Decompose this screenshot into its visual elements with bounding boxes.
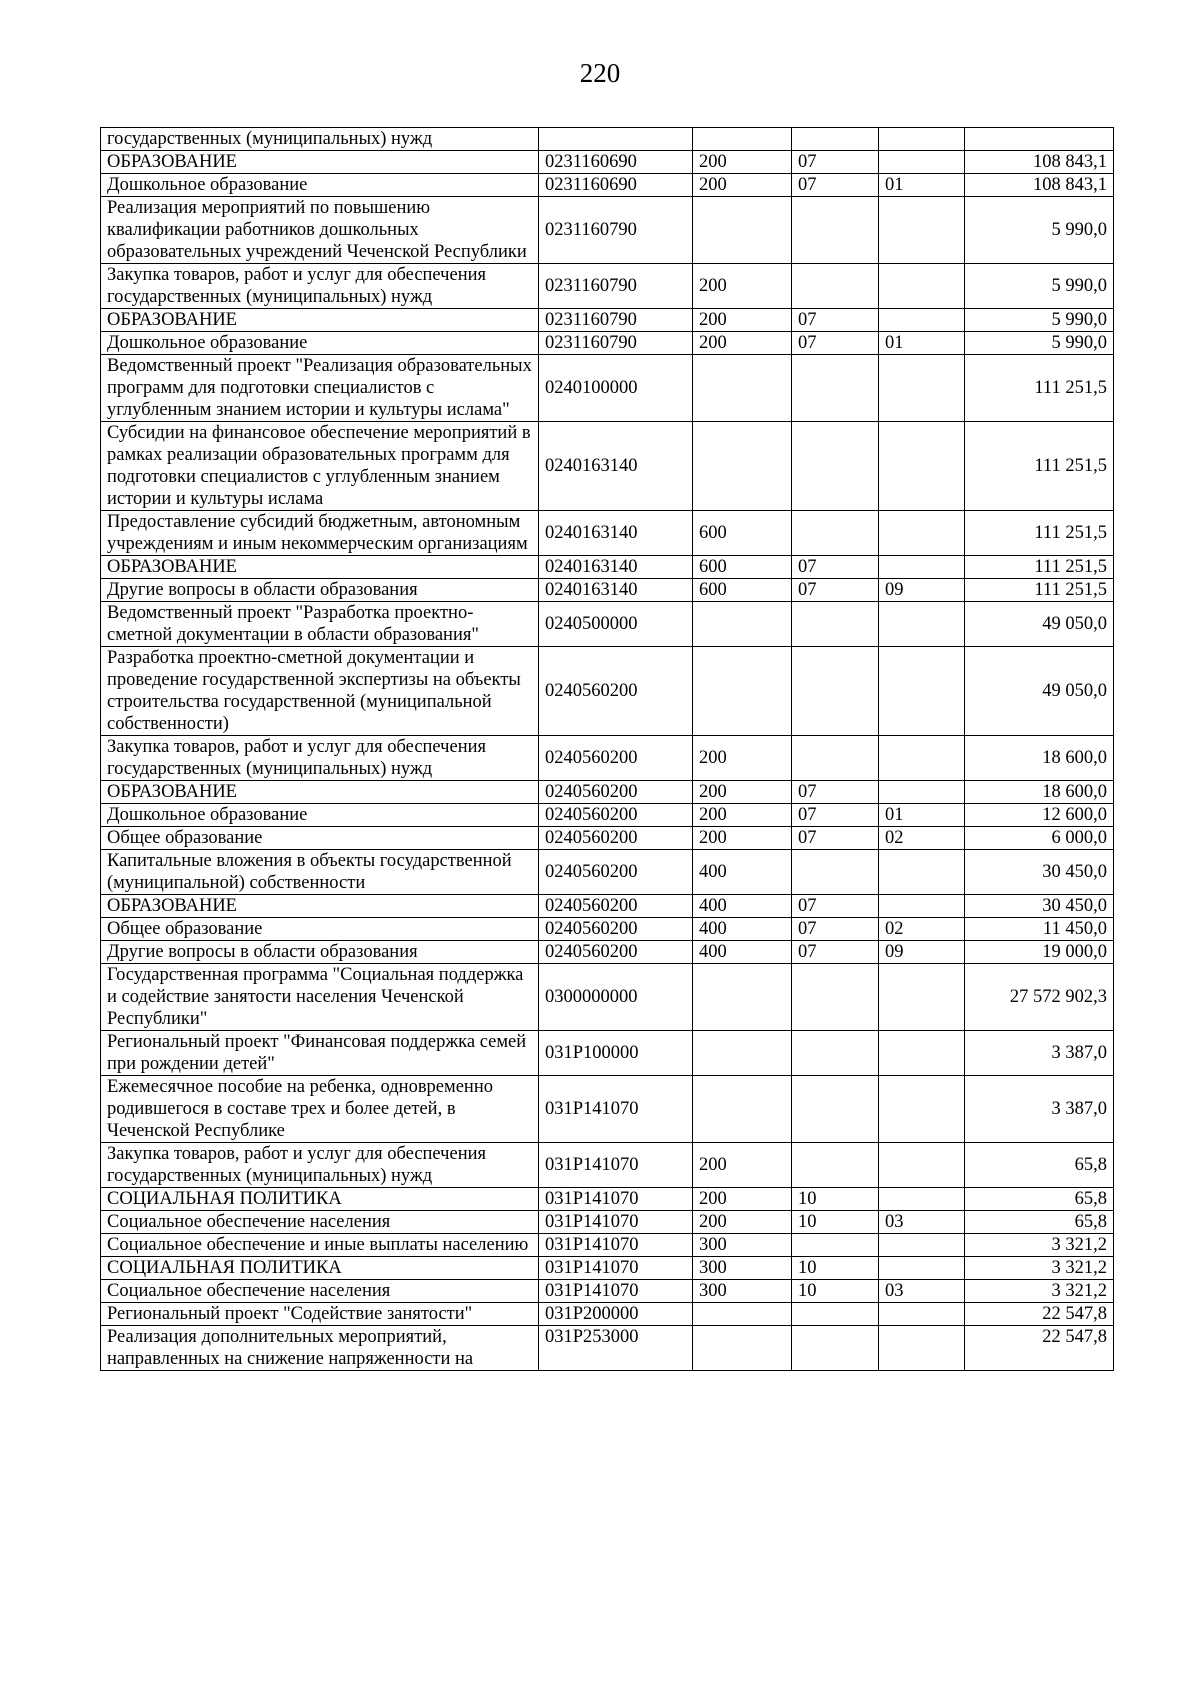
row-name-cell: Дошкольное образование bbox=[101, 174, 539, 197]
row-section-cell: 07 bbox=[792, 579, 879, 602]
row-expense-type-cell bbox=[693, 128, 792, 151]
row-subsection-cell bbox=[879, 556, 965, 579]
row-code-cell: 0240560200 bbox=[539, 827, 693, 850]
row-section-cell bbox=[792, 1076, 879, 1143]
row-name-cell: Закупка товаров, работ и услуг для обеспечения государственных (муниципальных) нужд bbox=[101, 736, 539, 781]
row-subsection-cell bbox=[879, 511, 965, 556]
row-expense-type-cell: 200 bbox=[693, 151, 792, 174]
table-row bbox=[101, 355, 1114, 422]
table-row bbox=[101, 197, 1114, 264]
row-subsection-cell: 01 bbox=[879, 174, 965, 197]
row-expense-type-cell: 600 bbox=[693, 556, 792, 579]
row-expense-type-cell: 300 bbox=[693, 1234, 792, 1257]
row-name-cell: Закупка товаров, работ и услуг для обеспечения государственных (муниципальных) нужд bbox=[101, 1143, 539, 1188]
row-amount-cell: 108 843,1 bbox=[965, 174, 1114, 197]
row-subsection-cell bbox=[879, 1257, 965, 1280]
row-section-cell bbox=[792, 264, 879, 309]
row-amount-cell: 65,8 bbox=[965, 1188, 1114, 1211]
row-expense-type-cell bbox=[693, 964, 792, 1031]
row-code-cell: 0231160790 bbox=[539, 309, 693, 332]
table-row bbox=[101, 804, 1114, 827]
row-subsection-cell bbox=[879, 895, 965, 918]
row-section-cell: 07 bbox=[792, 941, 879, 964]
row-subsection-cell bbox=[879, 781, 965, 804]
row-code-cell: 0240163140 bbox=[539, 556, 693, 579]
row-section-cell bbox=[792, 511, 879, 556]
row-subsection-cell bbox=[879, 736, 965, 781]
row-section-cell: 10 bbox=[792, 1211, 879, 1234]
row-amount-cell: 30 450,0 bbox=[965, 850, 1114, 895]
row-code-cell bbox=[539, 128, 693, 151]
row-name-cell: Общее образование bbox=[101, 827, 539, 850]
row-expense-type-cell: 400 bbox=[693, 850, 792, 895]
row-code-cell: 031P141070 bbox=[539, 1143, 693, 1188]
row-amount-cell: 65,8 bbox=[965, 1211, 1114, 1234]
table-row bbox=[101, 941, 1114, 964]
row-expense-type-cell bbox=[693, 602, 792, 647]
row-expense-type-cell: 200 bbox=[693, 1188, 792, 1211]
row-subsection-cell: 01 bbox=[879, 332, 965, 355]
row-section-cell bbox=[792, 964, 879, 1031]
row-section-cell: 07 bbox=[792, 918, 879, 941]
row-section-cell bbox=[792, 1326, 879, 1371]
row-expense-type-cell: 200 bbox=[693, 736, 792, 781]
table-row bbox=[101, 736, 1114, 781]
table-row bbox=[101, 1211, 1114, 1234]
row-section-cell bbox=[792, 197, 879, 264]
table-row bbox=[101, 264, 1114, 309]
row-expense-type-cell: 200 bbox=[693, 1211, 792, 1234]
row-name-cell: ОБРАЗОВАНИЕ bbox=[101, 309, 539, 332]
row-subsection-cell: 09 bbox=[879, 579, 965, 602]
row-name-cell: Капитальные вложения в объекты государственной (муниципальной) собственности bbox=[101, 850, 539, 895]
row-section-cell: 07 bbox=[792, 309, 879, 332]
table-row bbox=[101, 1076, 1114, 1143]
row-section-cell bbox=[792, 355, 879, 422]
row-amount-cell: 111 251,5 bbox=[965, 422, 1114, 511]
row-subsection-cell bbox=[879, 1234, 965, 1257]
table-row bbox=[101, 1326, 1114, 1371]
row-code-cell: 031P200000 bbox=[539, 1303, 693, 1326]
row-code-cell: 0240163140 bbox=[539, 422, 693, 511]
row-section-cell: 10 bbox=[792, 1257, 879, 1280]
row-expense-type-cell: 400 bbox=[693, 918, 792, 941]
row-name-cell: ОБРАЗОВАНИЕ bbox=[101, 556, 539, 579]
row-amount-cell: 3 321,2 bbox=[965, 1234, 1114, 1257]
row-expense-type-cell: 200 bbox=[693, 1143, 792, 1188]
row-section-cell bbox=[792, 602, 879, 647]
row-section-cell bbox=[792, 850, 879, 895]
row-name-cell: ОБРАЗОВАНИЕ bbox=[101, 151, 539, 174]
row-section-cell bbox=[792, 647, 879, 736]
row-expense-type-cell: 300 bbox=[693, 1257, 792, 1280]
table-row bbox=[101, 827, 1114, 850]
table-row bbox=[101, 895, 1114, 918]
row-expense-type-cell bbox=[693, 1031, 792, 1076]
budget-table bbox=[100, 127, 1114, 1371]
row-section-cell: 07 bbox=[792, 151, 879, 174]
row-code-cell: 0240163140 bbox=[539, 511, 693, 556]
row-name-cell: Дошкольное образование bbox=[101, 332, 539, 355]
row-expense-type-cell bbox=[693, 1076, 792, 1143]
row-subsection-cell bbox=[879, 264, 965, 309]
row-section-cell bbox=[792, 1143, 879, 1188]
row-amount-cell: 111 251,5 bbox=[965, 556, 1114, 579]
row-amount-cell: 6 000,0 bbox=[965, 827, 1114, 850]
row-name-cell: Закупка товаров, работ и услуг для обеспечения государственных (муниципальных) нужд bbox=[101, 264, 539, 309]
row-section-cell bbox=[792, 422, 879, 511]
row-amount-cell: 22 547,8 bbox=[965, 1326, 1114, 1371]
row-amount-cell: 49 050,0 bbox=[965, 647, 1114, 736]
row-expense-type-cell: 600 bbox=[693, 511, 792, 556]
row-code-cell: 0240560200 bbox=[539, 804, 693, 827]
row-subsection-cell bbox=[879, 1076, 965, 1143]
row-code-cell: 0231160790 bbox=[539, 197, 693, 264]
row-name-cell: Социальное обеспечение населения bbox=[101, 1211, 539, 1234]
row-name-cell: Другие вопросы в области образования bbox=[101, 579, 539, 602]
row-code-cell: 0231160790 bbox=[539, 264, 693, 309]
row-amount-cell: 65,8 bbox=[965, 1143, 1114, 1188]
row-expense-type-cell: 400 bbox=[693, 895, 792, 918]
row-subsection-cell: 03 bbox=[879, 1211, 965, 1234]
row-code-cell: 0231160690 bbox=[539, 151, 693, 174]
row-amount-cell: 111 251,5 bbox=[965, 511, 1114, 556]
table-row bbox=[101, 422, 1114, 511]
table-row bbox=[101, 1143, 1114, 1188]
row-expense-type-cell bbox=[693, 647, 792, 736]
row-amount-cell: 30 450,0 bbox=[965, 895, 1114, 918]
row-expense-type-cell: 200 bbox=[693, 827, 792, 850]
row-amount-cell: 19 000,0 bbox=[965, 941, 1114, 964]
table-row bbox=[101, 602, 1114, 647]
row-amount-cell: 111 251,5 bbox=[965, 355, 1114, 422]
row-amount-cell: 111 251,5 bbox=[965, 579, 1114, 602]
row-name-cell: Ведомственный проект "Разработка проектно-сметной документации в области образования" bbox=[101, 602, 539, 647]
table-row bbox=[101, 1280, 1114, 1303]
row-code-cell: 031P141070 bbox=[539, 1234, 693, 1257]
row-expense-type-cell: 200 bbox=[693, 309, 792, 332]
table-row bbox=[101, 964, 1114, 1031]
row-subsection-cell: 09 bbox=[879, 941, 965, 964]
row-subsection-cell: 01 bbox=[879, 804, 965, 827]
table-row bbox=[101, 556, 1114, 579]
row-code-cell: 0240560200 bbox=[539, 736, 693, 781]
row-code-cell: 0240560200 bbox=[539, 850, 693, 895]
row-expense-type-cell: 400 bbox=[693, 941, 792, 964]
table-row bbox=[101, 128, 1114, 151]
row-name-cell: Ежемесячное пособие на ребенка, одновременно родившегося в составе трех и более детей, в Чеченской Республике bbox=[101, 1076, 539, 1143]
row-subsection-cell bbox=[879, 647, 965, 736]
row-section-cell: 07 bbox=[792, 804, 879, 827]
row-amount-cell: 49 050,0 bbox=[965, 602, 1114, 647]
row-amount-cell: 18 600,0 bbox=[965, 781, 1114, 804]
row-name-cell: Дошкольное образование bbox=[101, 804, 539, 827]
row-code-cell: 031P253000 bbox=[539, 1326, 693, 1371]
row-amount-cell: 11 450,0 bbox=[965, 918, 1114, 941]
table-row bbox=[101, 174, 1114, 197]
table-row bbox=[101, 918, 1114, 941]
row-section-cell bbox=[792, 1031, 879, 1076]
row-amount-cell: 12 600,0 bbox=[965, 804, 1114, 827]
row-subsection-cell: 03 bbox=[879, 1280, 965, 1303]
row-amount-cell: 5 990,0 bbox=[965, 197, 1114, 264]
row-section-cell: 10 bbox=[792, 1280, 879, 1303]
row-code-cell: 0240560200 bbox=[539, 647, 693, 736]
row-code-cell: 0300000000 bbox=[539, 964, 693, 1031]
row-subsection-cell bbox=[879, 602, 965, 647]
table-row bbox=[101, 151, 1114, 174]
row-section-cell bbox=[792, 128, 879, 151]
row-section-cell bbox=[792, 1234, 879, 1257]
table-row bbox=[101, 579, 1114, 602]
row-section-cell bbox=[792, 1303, 879, 1326]
row-name-cell: Ведомственный проект "Реализация образовательных программ для подготовки специалистов с углубленным знанием истории и культуры ислама" bbox=[101, 355, 539, 422]
row-subsection-cell bbox=[879, 128, 965, 151]
row-subsection-cell bbox=[879, 850, 965, 895]
row-section-cell: 07 bbox=[792, 174, 879, 197]
row-code-cell: 031P141070 bbox=[539, 1257, 693, 1280]
row-subsection-cell bbox=[879, 355, 965, 422]
row-name-cell: Региональный проект "Финансовая поддержка семей при рождении детей" bbox=[101, 1031, 539, 1076]
row-expense-type-cell: 600 bbox=[693, 579, 792, 602]
row-expense-type-cell: 200 bbox=[693, 264, 792, 309]
row-amount-cell: 3 321,2 bbox=[965, 1257, 1114, 1280]
row-subsection-cell bbox=[879, 151, 965, 174]
row-expense-type-cell bbox=[693, 422, 792, 511]
table-row bbox=[101, 781, 1114, 804]
row-code-cell: 0240500000 bbox=[539, 602, 693, 647]
row-amount-cell: 5 990,0 bbox=[965, 332, 1114, 355]
row-expense-type-cell: 300 bbox=[693, 1280, 792, 1303]
row-code-cell: 0240100000 bbox=[539, 355, 693, 422]
table-row bbox=[101, 332, 1114, 355]
row-expense-type-cell: 200 bbox=[693, 332, 792, 355]
table-row bbox=[101, 647, 1114, 736]
row-subsection-cell bbox=[879, 197, 965, 264]
row-expense-type-cell: 200 bbox=[693, 781, 792, 804]
row-amount-cell: 5 990,0 bbox=[965, 264, 1114, 309]
table-row bbox=[101, 1234, 1114, 1257]
row-code-cell: 0240163140 bbox=[539, 579, 693, 602]
table-row bbox=[101, 1303, 1114, 1326]
page-number: 220 bbox=[579, 58, 621, 88]
table-row bbox=[101, 850, 1114, 895]
row-name-cell: Государственная программа "Социальная поддержка и содействие занятости населения Чеченской Республики" bbox=[101, 964, 539, 1031]
row-subsection-cell bbox=[879, 422, 965, 511]
row-name-cell: ОБРАЗОВАНИЕ bbox=[101, 781, 539, 804]
row-subsection-cell bbox=[879, 1326, 965, 1371]
row-subsection-cell: 02 bbox=[879, 827, 965, 850]
row-subsection-cell: 02 bbox=[879, 918, 965, 941]
row-expense-type-cell: 200 bbox=[693, 804, 792, 827]
row-name-cell: ОБРАЗОВАНИЕ bbox=[101, 895, 539, 918]
row-section-cell: 07 bbox=[792, 556, 879, 579]
row-name-cell: Предоставление субсидий бюджетным, автономным учреждениям и иным некоммерческим организациям bbox=[101, 511, 539, 556]
row-name-cell: СОЦИАЛЬНАЯ ПОЛИТИКА bbox=[101, 1188, 539, 1211]
table-row bbox=[101, 1031, 1114, 1076]
row-code-cell: 031P141070 bbox=[539, 1280, 693, 1303]
row-name-cell: Субсидии на финансовое обеспечение мероприятий в рамках реализации образовательных программ для подготовки специалистов с углубленным знанием истории и культуры ислама bbox=[101, 422, 539, 511]
row-name-cell: Общее образование bbox=[101, 918, 539, 941]
row-name-cell: Реализация дополнительных мероприятий, направленных на снижение напряженности на bbox=[101, 1326, 539, 1371]
row-code-cell: 031P141070 bbox=[539, 1076, 693, 1143]
row-subsection-cell bbox=[879, 1303, 965, 1326]
row-section-cell: 07 bbox=[792, 332, 879, 355]
row-amount-cell bbox=[965, 128, 1114, 151]
budget-table-body bbox=[101, 128, 1114, 1371]
row-section-cell: 07 bbox=[792, 895, 879, 918]
row-name-cell: Другие вопросы в области образования bbox=[101, 941, 539, 964]
row-amount-cell: 3 321,2 bbox=[965, 1280, 1114, 1303]
row-code-cell: 0240560200 bbox=[539, 941, 693, 964]
row-amount-cell: 3 387,0 bbox=[965, 1076, 1114, 1143]
row-amount-cell: 18 600,0 bbox=[965, 736, 1114, 781]
row-subsection-cell bbox=[879, 964, 965, 1031]
row-code-cell: 0240560200 bbox=[539, 895, 693, 918]
row-name-cell: СОЦИАЛЬНАЯ ПОЛИТИКА bbox=[101, 1257, 539, 1280]
table-row bbox=[101, 1257, 1114, 1280]
row-subsection-cell bbox=[879, 1143, 965, 1188]
row-section-cell bbox=[792, 736, 879, 781]
table-row bbox=[101, 309, 1114, 332]
row-code-cell: 0240560200 bbox=[539, 781, 693, 804]
row-name-cell: государственных (муниципальных) нужд bbox=[101, 128, 539, 151]
row-code-cell: 0231160790 bbox=[539, 332, 693, 355]
row-name-cell: Региональный проект "Содействие занятости" bbox=[101, 1303, 539, 1326]
row-name-cell: Социальное обеспечение и иные выплаты населению bbox=[101, 1234, 539, 1257]
row-expense-type-cell bbox=[693, 1303, 792, 1326]
row-section-cell: 07 bbox=[792, 781, 879, 804]
table-row bbox=[101, 1188, 1114, 1211]
row-code-cell: 031P141070 bbox=[539, 1188, 693, 1211]
row-code-cell: 0231160690 bbox=[539, 174, 693, 197]
row-name-cell: Социальное обеспечение населения bbox=[101, 1280, 539, 1303]
row-section-cell: 07 bbox=[792, 827, 879, 850]
row-code-cell: 031P100000 bbox=[539, 1031, 693, 1076]
row-amount-cell: 22 547,8 bbox=[965, 1303, 1114, 1326]
row-subsection-cell bbox=[879, 1188, 965, 1211]
row-expense-type-cell bbox=[693, 197, 792, 264]
row-code-cell: 031P141070 bbox=[539, 1211, 693, 1234]
row-name-cell: Реализация мероприятий по повышению квалификации работников дошкольных образовательных учреждений Чеченской Республики bbox=[101, 197, 539, 264]
row-section-cell: 10 bbox=[792, 1188, 879, 1211]
row-amount-cell: 108 843,1 bbox=[965, 151, 1114, 174]
table-row bbox=[101, 511, 1114, 556]
row-subsection-cell bbox=[879, 309, 965, 332]
row-expense-type-cell bbox=[693, 1326, 792, 1371]
row-expense-type-cell: 200 bbox=[693, 174, 792, 197]
row-amount-cell: 5 990,0 bbox=[965, 309, 1114, 332]
row-code-cell: 0240560200 bbox=[539, 918, 693, 941]
row-name-cell: Разработка проектно-сметной документации и проведение государственной экспертизы на объекты строительства государственной (муниципальной собственности) bbox=[101, 647, 539, 736]
row-expense-type-cell bbox=[693, 355, 792, 422]
row-subsection-cell bbox=[879, 1031, 965, 1076]
row-amount-cell: 27 572 902,3 bbox=[965, 964, 1114, 1031]
row-amount-cell: 3 387,0 bbox=[965, 1031, 1114, 1076]
